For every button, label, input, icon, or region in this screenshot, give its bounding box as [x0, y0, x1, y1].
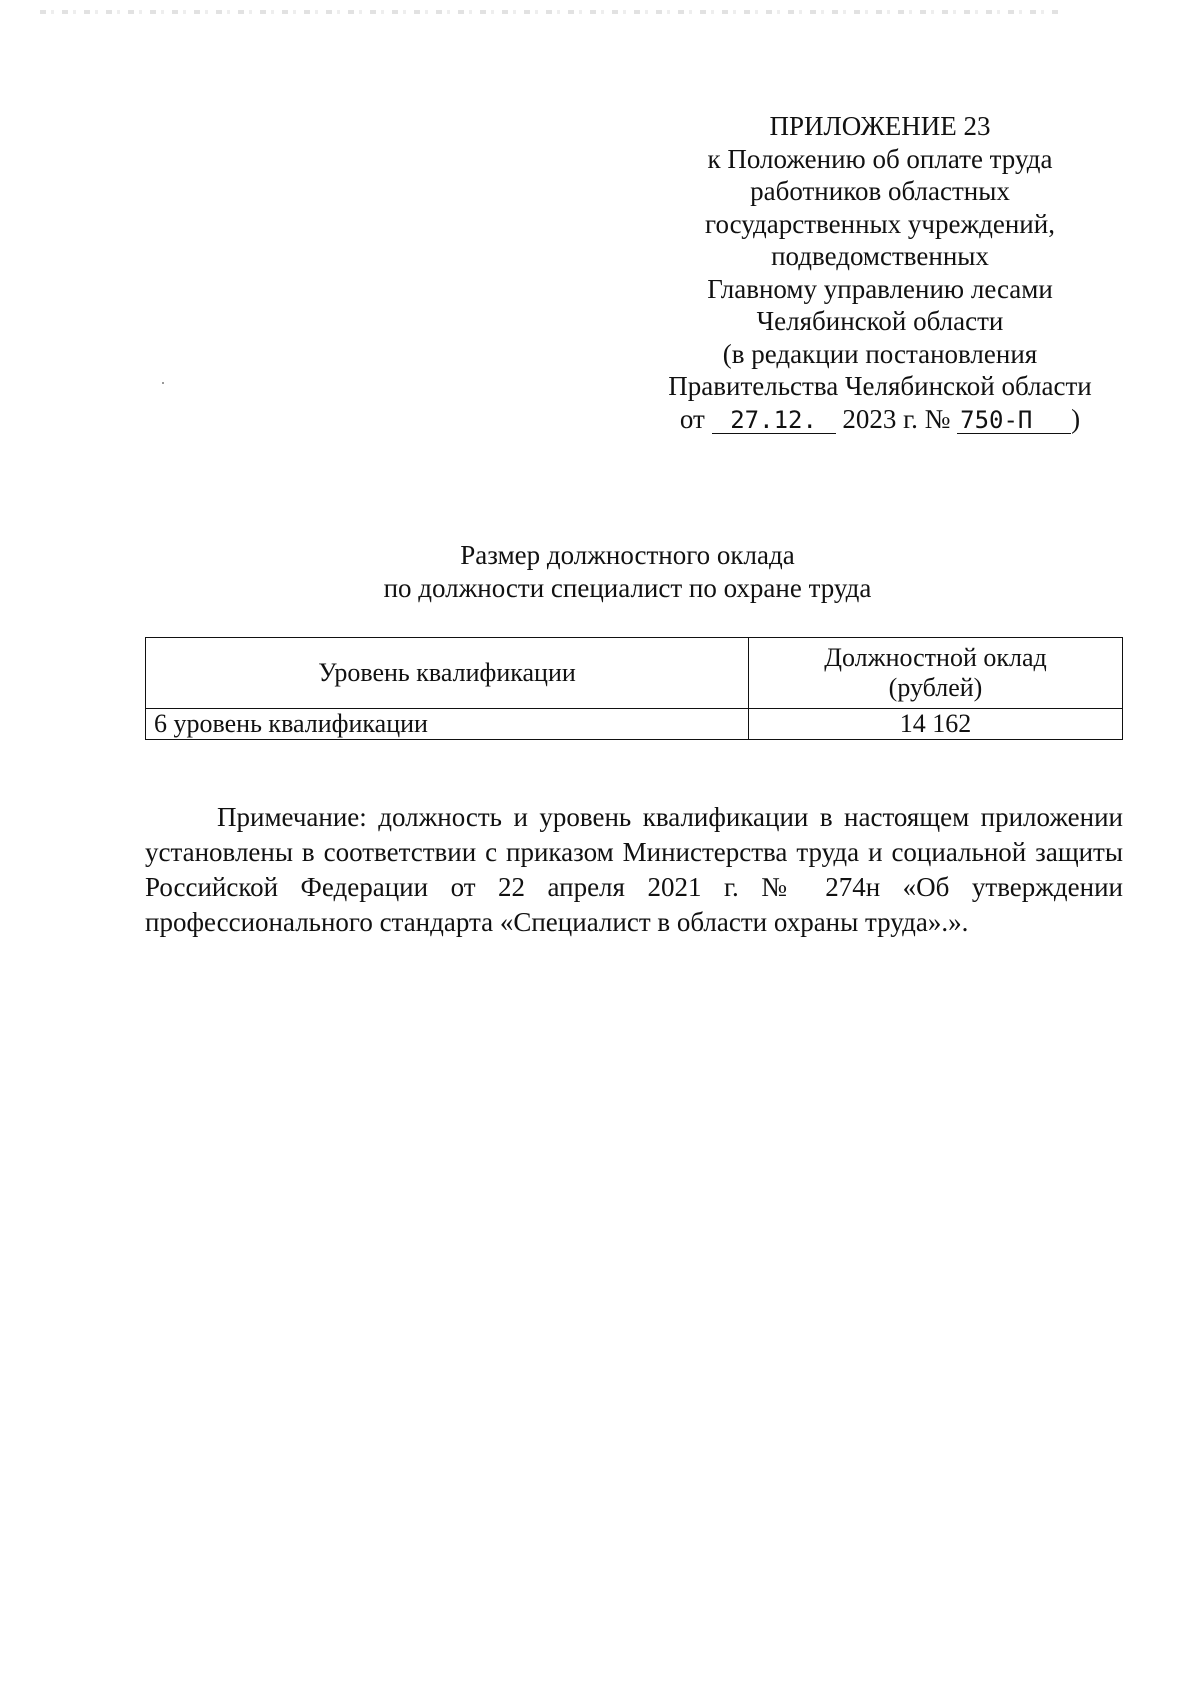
ref-suffix: ) [1071, 403, 1081, 434]
table-header-row [146, 638, 1123, 709]
ref-date: 27.12. [712, 407, 836, 434]
scan-artifact [40, 10, 1060, 14]
salary-table [145, 637, 1123, 740]
title-line-2: по должности специалист по охране труда [383, 573, 872, 603]
header-line: государственных учреждений, [705, 208, 1055, 239]
column-header-salary [749, 638, 1123, 709]
header-line: (в редакции постановления [722, 338, 1038, 369]
ref-prefix: от [679, 403, 705, 434]
header-line: Правительства Челябинской области [668, 371, 1092, 401]
resolution-reference [660, 403, 1100, 436]
salary-table-grid [145, 637, 1123, 740]
header-line: работников областных [750, 176, 1010, 206]
header-line: Челябинской области [756, 306, 1004, 336]
header-line: подведомственных [771, 241, 989, 271]
document-title [135, 539, 1120, 605]
ref-number: 750-П [957, 407, 1071, 434]
salary-header-line-1: Должностной оклад [824, 643, 1047, 672]
header-line: Главному управлению лесами [707, 273, 1053, 304]
cell-qualification-level: 6 уровень квалификации [146, 709, 749, 740]
cell-salary: 14 162 [749, 709, 1123, 740]
table-row [146, 709, 1123, 740]
header-line: к Положению об оплате труда [707, 143, 1053, 174]
note-paragraph: Примечание: должность и уровень квалификации в настоящем приложении установлены в соответствии с приказом Министерства труда и социальной защиты Российской Федерации от 22 апреля 2021 г. № 274н «Об утверждении профессионального стандарта «Специалист в области охраны труда».». [145, 802, 1123, 937]
column-header-level: Уровень квалификации [146, 638, 749, 709]
ref-year: 2023 г. № [842, 403, 951, 434]
scan-speck [162, 382, 164, 384]
appendix-title: ПРИЛОЖЕНИЕ 23 [769, 111, 991, 141]
title-line-1: Размер должностного оклада [460, 540, 795, 570]
salary-header-line-2: (рублей) [888, 673, 983, 702]
appendix-header [660, 110, 1100, 435]
